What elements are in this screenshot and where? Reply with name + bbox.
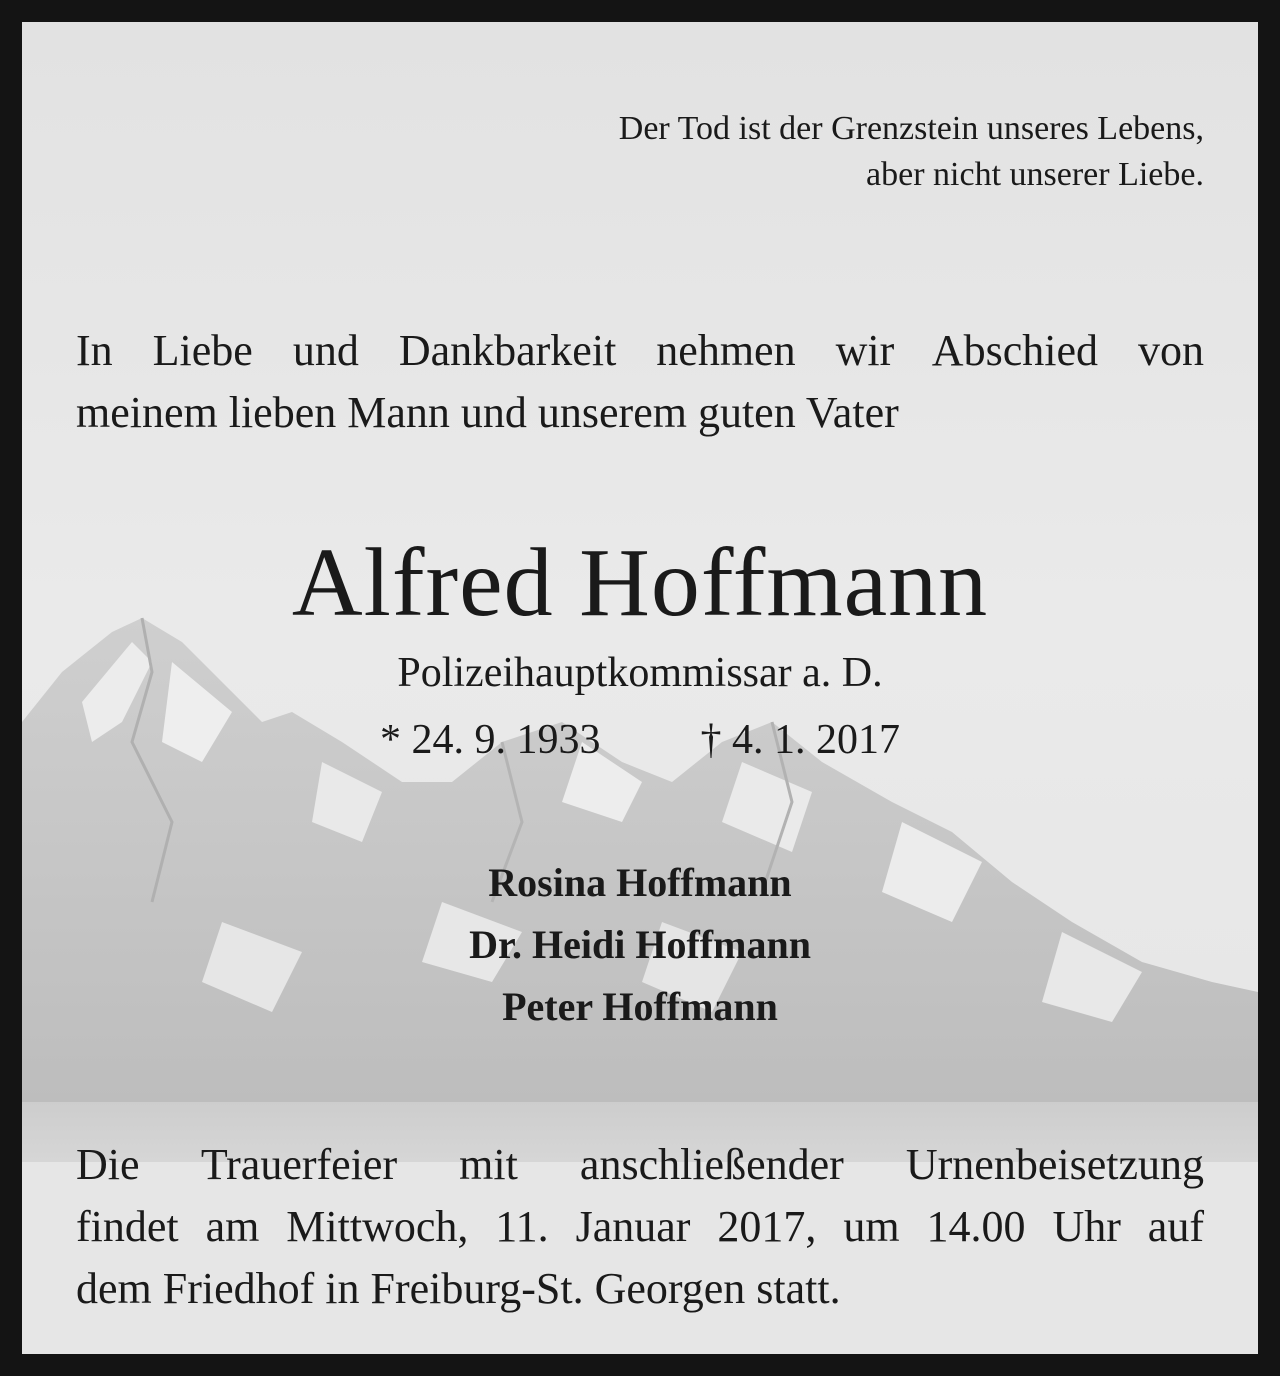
funeral-line: findet am Mittwoch, 11. Januar 2017, um 14.00 Uhr auf: [76, 1202, 1204, 1251]
intro-text: [76, 320, 1204, 444]
birth-date: * 24. 9. 1933: [380, 717, 601, 763]
intro-line: meinem lieben Mann und unserem guten Vater: [76, 388, 899, 437]
quote-block: [619, 106, 1204, 198]
mourner-name: Dr. Heidi Hoffmann: [469, 922, 811, 967]
deceased-name: Alfred Hoffmann: [291, 529, 989, 637]
funeral-info: [76, 1134, 1204, 1320]
intro-line: In Liebe und Dankbarkeit nehmen wir Abschied von: [76, 326, 1204, 375]
mourner-name: Rosina Hoffmann: [488, 860, 792, 905]
mourner-name: Peter Hoffmann: [502, 984, 778, 1029]
life-dates: [22, 710, 1258, 770]
funeral-line: dem Friedhof in Freiburg-St. Georgen statt.: [76, 1264, 841, 1313]
deceased-title: Polizeihauptkommissar a. D.: [397, 650, 883, 696]
mourners-list: [22, 852, 1258, 1038]
quote-line: aber nicht unserer Liebe.: [866, 156, 1204, 193]
quote-line: Der Tod ist der Grenzstein unseres Lebens,: [618, 110, 1204, 147]
funeral-line: Die Trauerfeier mit anschließender Urnenbeisetzung: [76, 1140, 1204, 1189]
death-date: † 4. 1. 2017: [700, 717, 900, 763]
